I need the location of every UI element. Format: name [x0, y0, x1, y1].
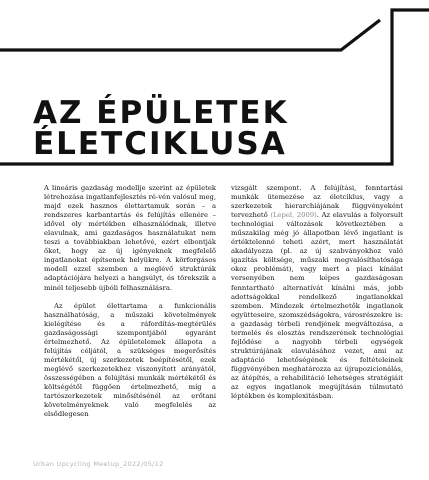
page-title-line-2: ÉLETCIKLUSA: [33, 126, 287, 162]
paragraph-2: Az épület élettartama a funkcionális használhatóság, a műszaki követelmények kielégítése és a ráfordítás-megtérülés gazdaságossági szempontjából egyaránt értelmezhető. Az épületelemek állapota a felújítás céljától, a szükséges megerősítés mértékétől, új szerkezetek beépítésétől, ezek meglévő szerkezetekhez viszonyított arányától, összességében a felújítási munkák mértékétől és költségétől függően értelmezhető, míg a tartószerkezetek minősítésénél az erőtani követelményeknek való megfelelés az elsődlegesen: [44, 301, 216, 419]
text-column-right: [231, 184, 403, 401]
paragraph-3-text-b: . Az elavulás a folyorsult technológiai változások következtében a műszakilag még jó állapotban lévő ingatlant is értéktelenné teheti azért, mert használatát akadályozza (pl. az új szabványokhoz való igazítás költsége, műszaki megvalósíthatósága okoz problémát), vagy mert a piaci kínálat versenyében nem képes gazdaságosan fenntartható alternatívát kínálni más, jobb adottságokkal rendelkező ingatlanokkal szemben. Mindezek értelmezhetők ingatlanok együtteseire, szomszédságokra, városrészekre is: a gazdaság térbeli rendjének megváltozása, a termelés és elosztás rendszerének technológiai fejlődése a nagyobb térbeli egységek struktúrájának elavulásához vezet, ami az adaptáció lehetőségének és feltételeinek függvényében meghatározza az újrapozicionálás, az átépítés, a rehabilitáció lehetséges stratégiáit az egyes ingatlanok megújításán túlmutató léptékben és komplexitásban.: [231, 211, 403, 401]
footer-text: Urban Upcycling Meetup_2022/05/12: [33, 460, 164, 468]
citation: (Lepel, 2009): [270, 211, 317, 220]
paragraph-3: [231, 184, 403, 401]
paragraph-1: A lineáris gazdaság modellje szerint az épületek létrehozása ingatlanfejlesztés ré-vén valósul meg, majd ezek hasznos élettartamuk során – a rendszeres karbantartás és felújítás ellenére – idővel oly mértékben elhasználódnak, illetve elavulnak, ami gazdaságos használatukat nem teszi a továbbiakban lehetővé, ezért elbontják őket, hogy az új igényeknek megfelelő ingatlanokat építsenek helyükre. A körforgásos modell ezzel szemben a meglévő struktúrák adaptációjára helyezi a hangsúlyt, és törekszik a minél teljesebb újbóli felhasználásra.: [44, 184, 216, 292]
text-column-left: [44, 184, 216, 419]
paragraph-3-text-a: vizsgált szempont. A felújítási, fenntartási munkák ütemezése az életciklus, vagy a szerkezetek hierarchiájának függvényeként tervezhető: [231, 184, 403, 220]
frame-top-line: [0, 20, 380, 50]
page-title-line-1: AZ ÉPÜLETEK: [33, 95, 289, 131]
